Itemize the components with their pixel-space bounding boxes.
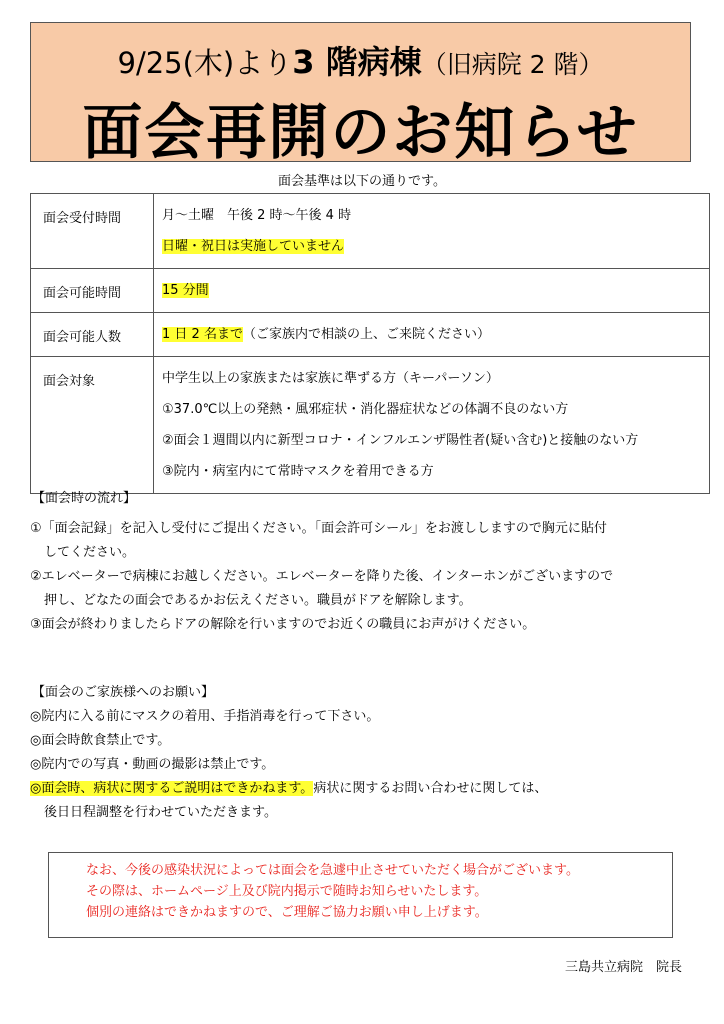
people-cell: [154, 313, 710, 357]
notice-line: その際は、ホームページ上及び院内掲示で随時お知らせいたします。: [86, 884, 488, 899]
requests-list: [30, 705, 547, 825]
title-banner: [30, 22, 691, 168]
request-rest: 病状に関するお問い合わせに関しては、: [313, 781, 548, 796]
people-label: 面会可能人数: [31, 313, 154, 357]
hours-note: 日曜・祝日は実施していません: [162, 239, 345, 254]
date-text: 9/25(木)より: [117, 46, 293, 80]
hours-cell: [154, 194, 710, 269]
hours-label: 面会受付時間: [31, 194, 154, 269]
table-row: [31, 357, 710, 494]
duration-label: 面会可能時間: [31, 269, 154, 313]
flow-heading: 【面会時の流れ】: [32, 491, 137, 506]
table-row: [31, 313, 710, 357]
target-line: ③院内・病室内にて常時マスクを着用できる方: [162, 464, 434, 479]
signature: 三島共立病院 院長: [564, 960, 682, 975]
table-row: [31, 269, 710, 313]
target-cell: [154, 357, 710, 494]
duration-value: 15 分間: [162, 283, 209, 298]
target-line: ①37.0℃以上の発熱・風邪症状・消化器症状などの体調不良のない方: [162, 402, 569, 417]
flow-item-2-cont: 押し、どなたの面会であるかお伝えください。職員がドアを解除します。: [44, 593, 472, 608]
notice-line: なお、今後の感染状況によっては面会を急遽中止させていただく場合がございます。: [86, 863, 579, 878]
flow-item-1-cont: してください。: [44, 545, 136, 560]
request-highlight: ◎面会時、病状に関するご説明はできかねます。: [30, 781, 314, 796]
flow-list: [30, 517, 613, 637]
criteria-table: [30, 193, 710, 494]
intro-text: 面会基準は以下の通りです。: [278, 174, 446, 189]
target-line: ②面会１週間以内に新型コロナ・インフルエンザ陽性者(疑い含む)と接触のない方: [162, 433, 639, 448]
target-label: 面会対象: [31, 357, 154, 494]
flow-item-1: ①「面会記録」を記入し受付にご提出ください。「面会許可シール」をお渡ししますので胸元に貼付: [30, 521, 607, 536]
page-title: 面会再開のお知らせ: [82, 98, 639, 168]
ward-text: 3 階病棟: [292, 43, 422, 81]
notice-box: [48, 852, 673, 938]
flow-item-2: ②エレベーターで病棟にお越しください。エレベーターを降りた後、インターホンがございますので: [30, 569, 614, 584]
banner-subtitle: [31, 37, 690, 83]
people-value: 1 日 2 名まで: [162, 327, 243, 342]
hours-value: 月～土曜 午後 2 時～午後 4 時: [162, 208, 352, 223]
table-row: [31, 194, 710, 269]
request-item: ◎面会時飲食禁止です。: [30, 733, 171, 748]
duration-cell: [154, 269, 710, 313]
request-item: ◎院内に入る前にマスクの着用、手指消毒を行って下さい。: [30, 709, 380, 724]
old-ward-text: （旧病院 2 階）: [421, 50, 604, 79]
request-item: ◎院内での写真・動画の撮影は禁止です。: [30, 757, 275, 772]
requests-heading: 【面会のご家族様へのお願い】: [32, 685, 215, 700]
notice-line: 個別の連絡はできかねますので、ご理解ご協力お願い申し上げます。: [86, 905, 488, 920]
flow-item-3: ③面会が終わりましたらドアの解除を行いますのでお近くの職員にお声がけください。: [30, 617, 536, 632]
request-item-cont: 後日日程調整を行わせていただきます。: [44, 805, 277, 820]
target-line: 中学生以上の家族または家族に準ずる方（キーパーソン）: [162, 371, 499, 386]
people-note: （ご家族内で相談の上、ご来院ください）: [242, 327, 490, 342]
